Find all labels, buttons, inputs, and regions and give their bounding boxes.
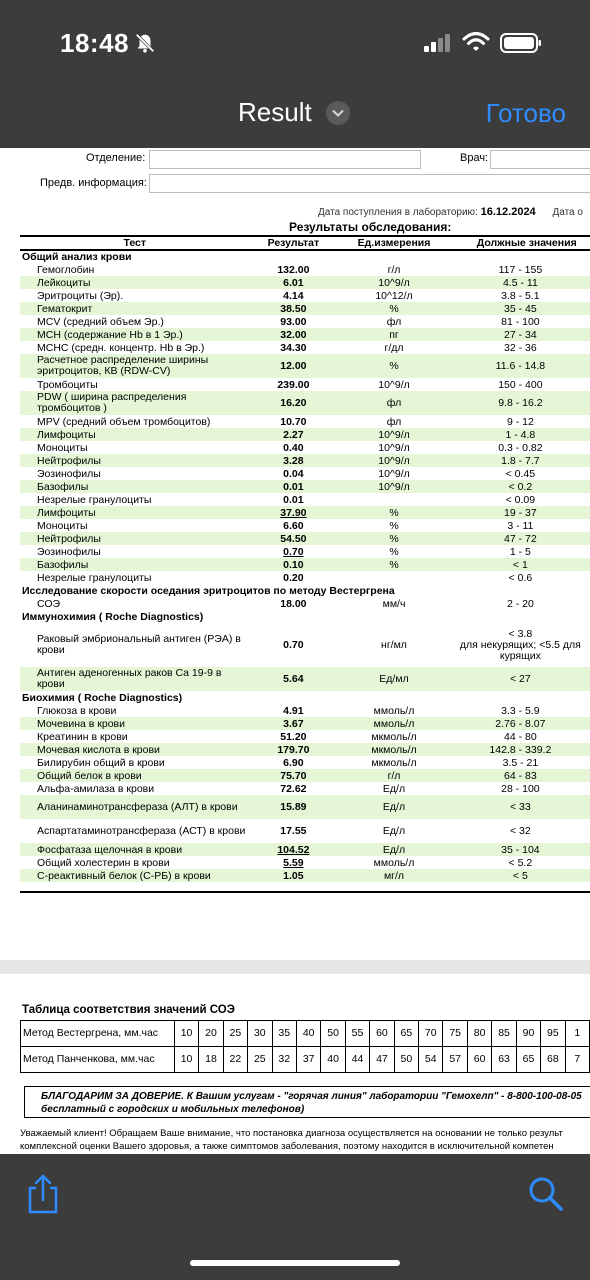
- table-row: [20, 302, 590, 315]
- test-unit: ммоль/л: [373, 856, 415, 869]
- test-unit: г/дл: [384, 341, 404, 354]
- test-unit: г/л: [337, 769, 450, 782]
- test-result: 0.01: [283, 493, 304, 506]
- soe-value: 75: [443, 1021, 467, 1047]
- soe-value: 25: [223, 1021, 247, 1047]
- test-unit: %: [337, 354, 450, 378]
- table-row: [20, 454, 590, 467]
- table-row: [20, 743, 590, 756]
- test-name: Лимфоциты: [20, 428, 249, 441]
- test-result: 104.52: [249, 843, 337, 856]
- test-norm: < 0.09: [505, 493, 536, 506]
- soe-value: 85: [492, 1021, 516, 1047]
- table-row: [20, 545, 590, 558]
- test-unit: Ед/л: [337, 843, 450, 856]
- test-unit: %: [337, 506, 450, 519]
- thanks-line-1: БЛАГОДАРИМ ЗА ДОВЕРИЕ. К Вашим услугам - "горячая линия" лаборатории "Гемохелп" - 8-800-100-08-05: [41, 1091, 582, 1102]
- soe-value: 10: [174, 1047, 198, 1073]
- test-result: 15.89: [249, 795, 337, 819]
- test-unit: 10^9/л: [378, 467, 410, 480]
- test-name: Эритроциты (Эр).: [37, 289, 124, 302]
- client-note: [20, 1127, 563, 1153]
- bell-slash-icon: [134, 32, 156, 54]
- test-norm: 150 - 400: [498, 378, 543, 391]
- test-unit: 10^9/л: [337, 428, 450, 441]
- test-name: С-реактивный белок (С-РБ) в крови: [20, 869, 249, 882]
- test-unit: 10^9/л: [337, 454, 450, 467]
- test-norm: 19 - 37: [451, 506, 590, 519]
- soe-row: [21, 1047, 590, 1073]
- test-result: 72.62: [280, 782, 307, 795]
- test-unit: мг/л: [337, 869, 450, 882]
- test-name: MCHC (средн. концентр. Hb в Эр.): [37, 341, 205, 354]
- page-separator: [0, 960, 590, 974]
- column-result: Результат: [249, 236, 337, 250]
- test-norm: < 5: [451, 869, 590, 882]
- test-result: 3.67: [249, 717, 337, 730]
- test-unit: фл: [386, 415, 402, 428]
- test-result: 12.00: [249, 354, 337, 378]
- document-page-2[interactable]: [0, 974, 590, 1154]
- home-indicator[interactable]: [190, 1260, 400, 1266]
- test-norm: 35 - 45: [451, 302, 590, 315]
- chevron-down-icon[interactable]: [326, 101, 350, 125]
- test-norm: 1 - 5: [509, 545, 531, 558]
- test-name: MCV (средний объем Эр.): [37, 315, 164, 328]
- test-result: 4.91: [283, 704, 304, 717]
- soe-value: 50: [394, 1047, 418, 1073]
- test-norm: 9.8 - 16.2: [451, 391, 590, 415]
- table-row: [20, 869, 590, 882]
- test-name: Базофилы: [20, 480, 249, 493]
- test-result: 93.00: [280, 315, 307, 328]
- soe-value: 35: [272, 1021, 296, 1047]
- norm-line: < 3.8: [508, 627, 533, 640]
- table-row: [20, 730, 590, 743]
- table-row: [20, 843, 590, 856]
- soe-value: 37: [296, 1047, 320, 1073]
- test-name: Незрелые гранулоциты: [37, 571, 152, 584]
- cellular-signal-icon: [424, 34, 450, 52]
- soe-value: 54: [419, 1047, 443, 1073]
- test-name: Альфа-амилаза в крови: [37, 782, 155, 795]
- test-norm: 32 - 36: [504, 341, 537, 354]
- test-result: 5.64: [249, 667, 337, 691]
- soe-value: 50: [321, 1021, 345, 1047]
- test-name: Общий белок в крови: [20, 769, 249, 782]
- table-row: [20, 415, 590, 428]
- test-name: Аланинаминотрансфераза (АЛТ) в крови: [20, 795, 249, 819]
- test-result: 239.00: [277, 378, 310, 391]
- status-time: 18:48: [60, 28, 129, 58]
- column-test: Тест: [20, 236, 249, 250]
- date-label-cut: Дата о: [552, 207, 583, 218]
- test-norm: < 33: [451, 795, 590, 819]
- test-norm: 4.5 - 11: [451, 276, 590, 289]
- test-result: 38.50: [249, 302, 337, 315]
- soe-value: 22: [223, 1047, 247, 1073]
- test-name: СОЭ: [37, 597, 61, 610]
- test-norm: < 1: [451, 558, 590, 571]
- test-unit: Ед/л: [382, 824, 406, 837]
- test-result: 32.00: [249, 328, 337, 341]
- test-result: 0.10: [249, 558, 337, 571]
- test-name: Антиген аденогенных раков Ca 19-9 в крови: [20, 667, 249, 691]
- prelim-info-field: [149, 174, 590, 193]
- soe-value: 63: [492, 1047, 516, 1073]
- test-result: 34.30: [280, 341, 307, 354]
- test-result: 0.01: [249, 480, 337, 493]
- table-row: [20, 263, 590, 276]
- test-result: 37.90: [249, 506, 337, 519]
- test-result: 0.20: [283, 571, 304, 584]
- soe-value: 70: [419, 1021, 443, 1047]
- test-unit: фл: [337, 391, 450, 415]
- test-norm: 117 - 155: [498, 263, 543, 276]
- soe-value: 68: [541, 1047, 565, 1073]
- soe-value: 44: [345, 1047, 369, 1073]
- test-unit: пг: [337, 328, 450, 341]
- test-name: MPV (средний объем тромбоцитов): [37, 415, 211, 428]
- table-row: [20, 441, 590, 454]
- received-date-line: [318, 206, 583, 218]
- table-row: [20, 769, 590, 782]
- test-unit: ммоль/л: [373, 704, 415, 717]
- soe-value: 65: [516, 1047, 540, 1073]
- soe-method: Метод Панченкова, мм.час: [21, 1047, 175, 1073]
- test-norm: 3 - 11: [507, 519, 534, 532]
- table-row: [20, 506, 590, 519]
- section-header: [20, 250, 590, 263]
- test-result: 3.28: [249, 454, 337, 467]
- test-unit: 10^9/л: [378, 378, 410, 391]
- share-icon[interactable]: [26, 1174, 60, 1214]
- department-field: [149, 150, 421, 169]
- soe-value: 55: [345, 1021, 369, 1047]
- table-row: [20, 819, 590, 843]
- table-row: [20, 532, 590, 545]
- results-title: Результаты обследования:: [289, 220, 452, 234]
- test-norm: 27 - 34: [451, 328, 590, 341]
- test-unit: Ед/мл: [337, 667, 450, 691]
- section-header: [20, 584, 590, 597]
- table-bottom-rule: [20, 891, 590, 893]
- test-norm: 1 - 4.8: [451, 428, 590, 441]
- test-name: Эозинофилы: [37, 545, 101, 558]
- test-name: Незрелые гранулоциты: [37, 493, 152, 506]
- table-row: [20, 493, 590, 506]
- test-unit: [337, 493, 450, 506]
- section-title: Общий анализ крови: [22, 251, 132, 263]
- test-unit: мм/ч: [382, 597, 406, 610]
- test-unit: мкмоль/л: [371, 730, 417, 743]
- section-title: Биохимия ( Roche Diagnostics): [22, 691, 183, 704]
- received-date: 16.12.2024: [480, 206, 536, 218]
- test-norm: 1.8 - 7.7: [451, 454, 590, 467]
- done-button[interactable]: Готово: [485, 98, 566, 128]
- table-row: [20, 717, 590, 730]
- prelim-info-label: Предв. информация:: [40, 177, 147, 189]
- soe-value: 57: [443, 1047, 467, 1073]
- test-unit: Ед/л: [337, 795, 450, 819]
- soe-method: Метод Вестергрена, мм.час: [21, 1021, 175, 1047]
- test-name: Гематокрит: [20, 302, 249, 315]
- test-norm: 2 - 20: [506, 597, 534, 610]
- test-unit: [337, 571, 450, 584]
- test-norm: 142.8 - 339.2: [451, 743, 590, 756]
- section-header: [20, 691, 590, 704]
- test-result: 4.14: [283, 289, 304, 302]
- table-row: [20, 289, 590, 302]
- table-row: [20, 756, 590, 769]
- test-unit: %: [337, 302, 450, 315]
- test-name: Моноциты: [37, 519, 88, 532]
- table-row: [20, 467, 590, 480]
- soe-value: 80: [467, 1021, 491, 1047]
- table-row: [20, 667, 590, 691]
- test-result: 1.05: [249, 869, 337, 882]
- search-icon[interactable]: [528, 1176, 564, 1212]
- test-name: Базофилы: [20, 558, 249, 571]
- test-norm: 3.3 - 5.9: [501, 704, 540, 717]
- test-norm: [451, 623, 590, 667]
- test-result: 16.20: [249, 391, 337, 415]
- test-name: Билирубин общий в крови: [37, 756, 165, 769]
- note-line-1: Уважаемый клиент! Обращаем Ваше внимание, что постановка диагноза осуществляется на основании не только результ: [20, 1128, 563, 1139]
- test-result: 18.00: [280, 597, 307, 610]
- test-unit: %: [389, 519, 399, 532]
- table-row: [20, 391, 590, 415]
- soe-value: 30: [248, 1021, 272, 1047]
- wifi-icon: [462, 31, 490, 53]
- test-name: PDW ( ширина распределения тромбоцитов ): [20, 391, 249, 415]
- doctor-field: [490, 150, 590, 169]
- test-norm: 81 - 100: [501, 315, 540, 328]
- test-name: Нейтрофилы: [20, 454, 249, 467]
- test-norm: 9 - 12: [506, 415, 534, 428]
- doctor-label: Врач:: [460, 152, 489, 164]
- test-norm: < 0.2: [451, 480, 590, 493]
- test-unit: мкмоль/л: [371, 756, 417, 769]
- status-bar: [0, 0, 590, 88]
- test-result: 2.27: [249, 428, 337, 441]
- test-norm: 3.8 - 5.1: [501, 289, 540, 302]
- test-name: Моноциты: [37, 441, 88, 454]
- test-norm: 35 - 104: [451, 843, 590, 856]
- test-result: 6.01: [249, 276, 337, 289]
- table-row: [20, 597, 590, 610]
- soe-value: 7: [565, 1047, 589, 1073]
- test-norm: < 0.45: [505, 467, 536, 480]
- table-row: [20, 571, 590, 584]
- test-name: Расчетное распределение ширины эритроцитов, КВ (RDW-CV): [20, 354, 249, 378]
- bottom-toolbar: [0, 1154, 590, 1280]
- test-result: 6.60: [283, 519, 304, 532]
- section-title: Иммунохимия ( Roche Diagnostics): [22, 610, 204, 623]
- test-unit: мкмоль/л: [337, 743, 450, 756]
- soe-value: 90: [516, 1021, 540, 1047]
- test-unit: нг/мл: [381, 638, 407, 651]
- test-unit: 10^9/л: [378, 441, 410, 454]
- soe-value: 60: [370, 1021, 394, 1047]
- soe-value: 65: [394, 1021, 418, 1047]
- table-row: [20, 428, 590, 441]
- test-name: Мочевина в крови: [20, 717, 249, 730]
- test-unit: 10^9/л: [337, 276, 450, 289]
- test-unit: 10^12/л: [375, 289, 413, 302]
- test-name: Тромбоциты: [37, 378, 98, 391]
- test-result: 75.70: [249, 769, 337, 782]
- document-page[interactable]: [0, 148, 590, 960]
- table-row: [20, 354, 590, 378]
- table-row: [20, 704, 590, 717]
- test-name: Нейтрофилы: [20, 532, 249, 545]
- test-norm: < 0.6: [508, 571, 533, 584]
- table-row: [20, 558, 590, 571]
- soe-value: 18: [199, 1047, 223, 1073]
- column-norm: Должные значения: [451, 236, 590, 250]
- soe-value: 40: [321, 1047, 345, 1073]
- test-unit: %: [389, 545, 399, 558]
- test-result: 54.50: [249, 532, 337, 545]
- soe-value: 60: [467, 1047, 491, 1073]
- table-row: [20, 328, 590, 341]
- test-norm: 28 - 100: [501, 782, 540, 795]
- section-header: [20, 610, 590, 623]
- test-result: 0.70: [283, 638, 304, 651]
- test-result: 17.55: [280, 824, 307, 837]
- test-name: Мочевая кислота в крови: [20, 743, 249, 756]
- test-result: 0.70: [283, 545, 304, 558]
- test-norm: < 5.2: [508, 856, 533, 869]
- test-result: 179.70: [249, 743, 337, 756]
- table-row: [20, 623, 590, 667]
- table-row: [20, 782, 590, 795]
- norm-line: для некурящих; <5.5 для: [459, 638, 581, 651]
- soe-value: 95: [541, 1021, 565, 1047]
- test-name: Эозинофилы: [37, 467, 101, 480]
- test-name: Глюкоза в крови: [37, 704, 117, 717]
- test-name: Лейкоциты: [20, 276, 249, 289]
- section-title: Исследование скорости оседания эритроцитов по методу Вестергрена: [22, 584, 395, 597]
- test-name: Креатинин в крови: [37, 730, 128, 743]
- test-result: 0.04: [283, 467, 304, 480]
- soe-value: 10: [174, 1021, 198, 1047]
- test-name: Фосфатаза щелочная в крови: [20, 843, 249, 856]
- nav-title[interactable]: Result: [238, 97, 312, 127]
- table-row: [20, 276, 590, 289]
- test-unit: Ед/л: [382, 782, 406, 795]
- soe-value: 47: [370, 1047, 394, 1073]
- test-name: Гемоглобин: [37, 263, 95, 276]
- navigation-bar: [0, 88, 590, 148]
- department-label: Отделение:: [86, 152, 146, 164]
- test-result: 0.40: [283, 441, 304, 454]
- test-norm: 2.76 - 8.07: [451, 717, 590, 730]
- soe-table-title: Таблица соответствия значений СОЭ: [22, 1004, 235, 1016]
- soe-value: 32: [272, 1047, 296, 1073]
- table-row: [20, 378, 590, 391]
- test-name: Лимфоциты: [20, 506, 249, 519]
- battery-icon: [500, 33, 542, 53]
- table-row: [20, 856, 590, 869]
- table-row: [20, 480, 590, 493]
- test-norm: 11.6 - 14.8: [451, 354, 590, 378]
- test-norm: 3.5 - 21: [502, 756, 539, 769]
- test-name: Общий холестерин в крови: [37, 856, 170, 869]
- soe-row: [21, 1021, 590, 1047]
- test-name: MCH (содержание Hb в 1 Эр.): [20, 328, 249, 341]
- thanks-banner: [24, 1086, 590, 1118]
- test-unit: %: [337, 532, 450, 545]
- test-result: 6.90: [283, 756, 304, 769]
- test-result: 51.20: [280, 730, 307, 743]
- soe-value: 20: [199, 1021, 223, 1047]
- test-name: Раковый эмбриональный антиген (РЭА) в крови: [37, 633, 241, 656]
- soe-value: 25: [248, 1047, 272, 1073]
- soe-table: [20, 1020, 590, 1073]
- test-norm: 44 - 80: [504, 730, 537, 743]
- soe-value: 1: [565, 1021, 589, 1047]
- test-unit: 10^9/л: [337, 480, 450, 493]
- test-unit: %: [337, 558, 450, 571]
- test-norm: 0.3 - 0.82: [498, 441, 543, 454]
- test-unit: фл: [386, 315, 402, 328]
- test-unit: ммоль/л: [337, 717, 450, 730]
- thanks-line-2: бесплатный с городских и мобильных телефонов): [41, 1104, 305, 1115]
- table-row: [20, 341, 590, 354]
- soe-value: 40: [296, 1021, 320, 1047]
- test-norm: 64 - 83: [451, 769, 590, 782]
- test-result: 10.70: [280, 415, 307, 428]
- test-norm: < 27: [451, 667, 590, 691]
- table-row: [20, 519, 590, 532]
- column-unit: Ед.измерения: [337, 236, 450, 250]
- results-table: [20, 235, 590, 882]
- table-row: [20, 315, 590, 328]
- test-norm: 47 - 72: [451, 532, 590, 545]
- norm-line: курящих: [499, 649, 541, 662]
- test-norm: < 32: [510, 824, 531, 837]
- note-line-2: комплексной оценки Вашего здоровья, а также симптомов заболевания, поэтому находится в исключительной компетен: [20, 1141, 554, 1152]
- test-result: 132.00: [277, 263, 310, 276]
- test-name: Аспартатаминотрансфераза (АСТ) в крови: [37, 824, 246, 837]
- table-row: [20, 795, 590, 819]
- test-result: 5.59: [283, 856, 304, 869]
- test-unit: г/л: [387, 263, 401, 276]
- received-label: Дата поступления в лабораторию:: [318, 207, 478, 218]
